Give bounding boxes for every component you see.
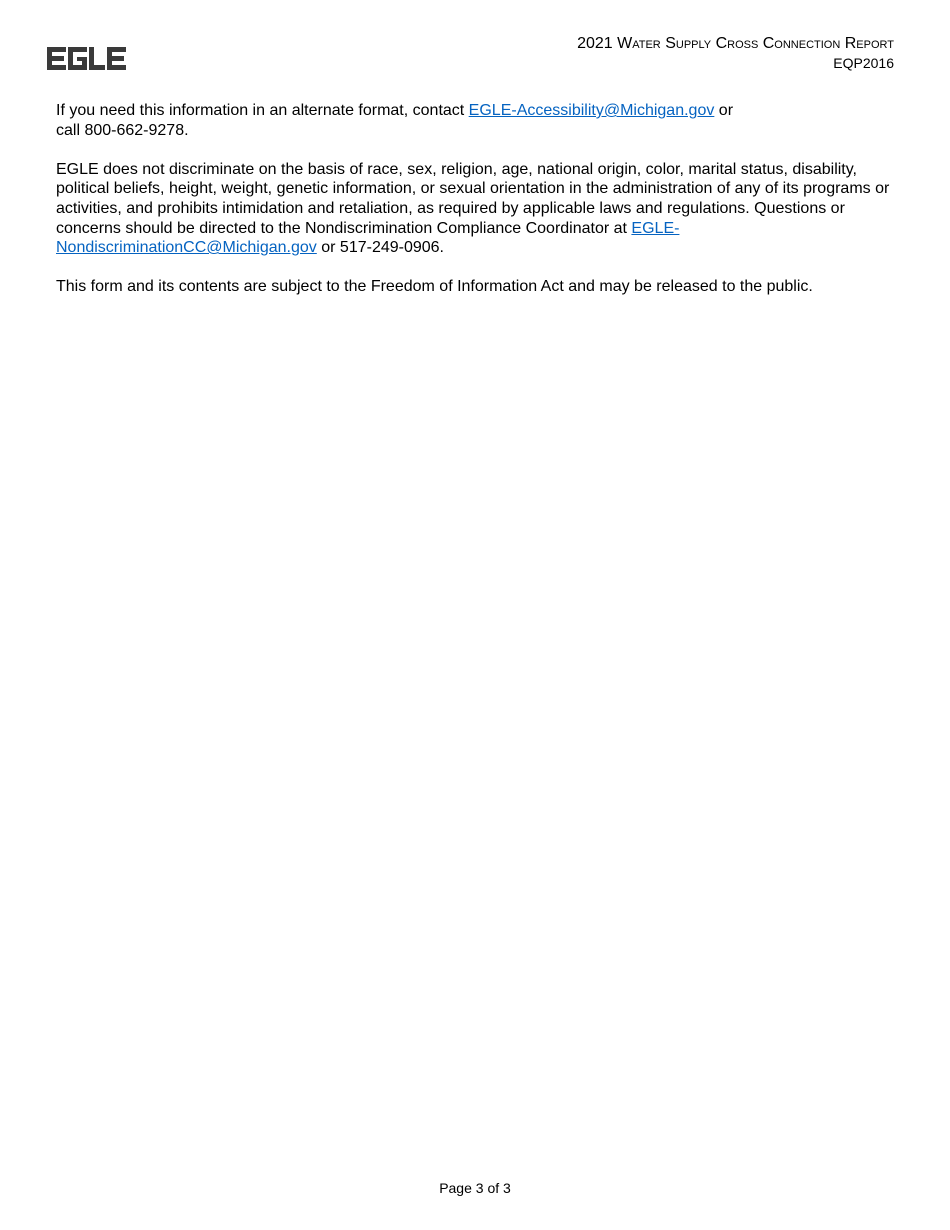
accessibility-text: If you need this information in an alternate format, contact	[56, 102, 469, 119]
nondiscrimination-paragraph	[56, 160, 896, 258]
nondiscrimination-text: EGLE does not discriminate on the basis of race, sex, religion, age, national origin, color, marital status, disability, political beliefs, height, weight, genetic information, or sexual orientation in the administration of any of its programs or activities, and prohibits intimidation and retaliation, as required by applicable laws and regulations. Questions or concerns should be directed to the Nondiscrimination Compliance Coordinator at	[56, 160, 890, 237]
page-number: Page 3 of 3	[439, 1180, 511, 1196]
nondiscrimination-phone-text: or 517-249-0906.	[316, 239, 444, 257]
form-code: EQP2016	[833, 55, 894, 71]
accessibility-paragraph	[56, 101, 896, 140]
accessibility-email-link[interactable]: EGLE-Accessibility@Michigan.gov	[468, 102, 715, 119]
report-header	[577, 34, 894, 72]
egle-logo-graphic	[47, 46, 127, 71]
egle-logo	[47, 46, 127, 71]
report-title: 2021 Water Supply Cross Connection Report	[577, 35, 894, 52]
foia-paragraph: This form and its contents are subject to the Freedom of Information Act and may be released to the public.	[56, 278, 813, 296]
nondiscrimination-email-link[interactable]: EGLE-NondiscriminationCC@Michigan.gov	[56, 219, 680, 257]
notice-content	[56, 101, 896, 317]
accessibility-phone-text: call 800-662-9278.	[56, 121, 189, 139]
accessibility-text-after: or	[714, 102, 734, 119]
